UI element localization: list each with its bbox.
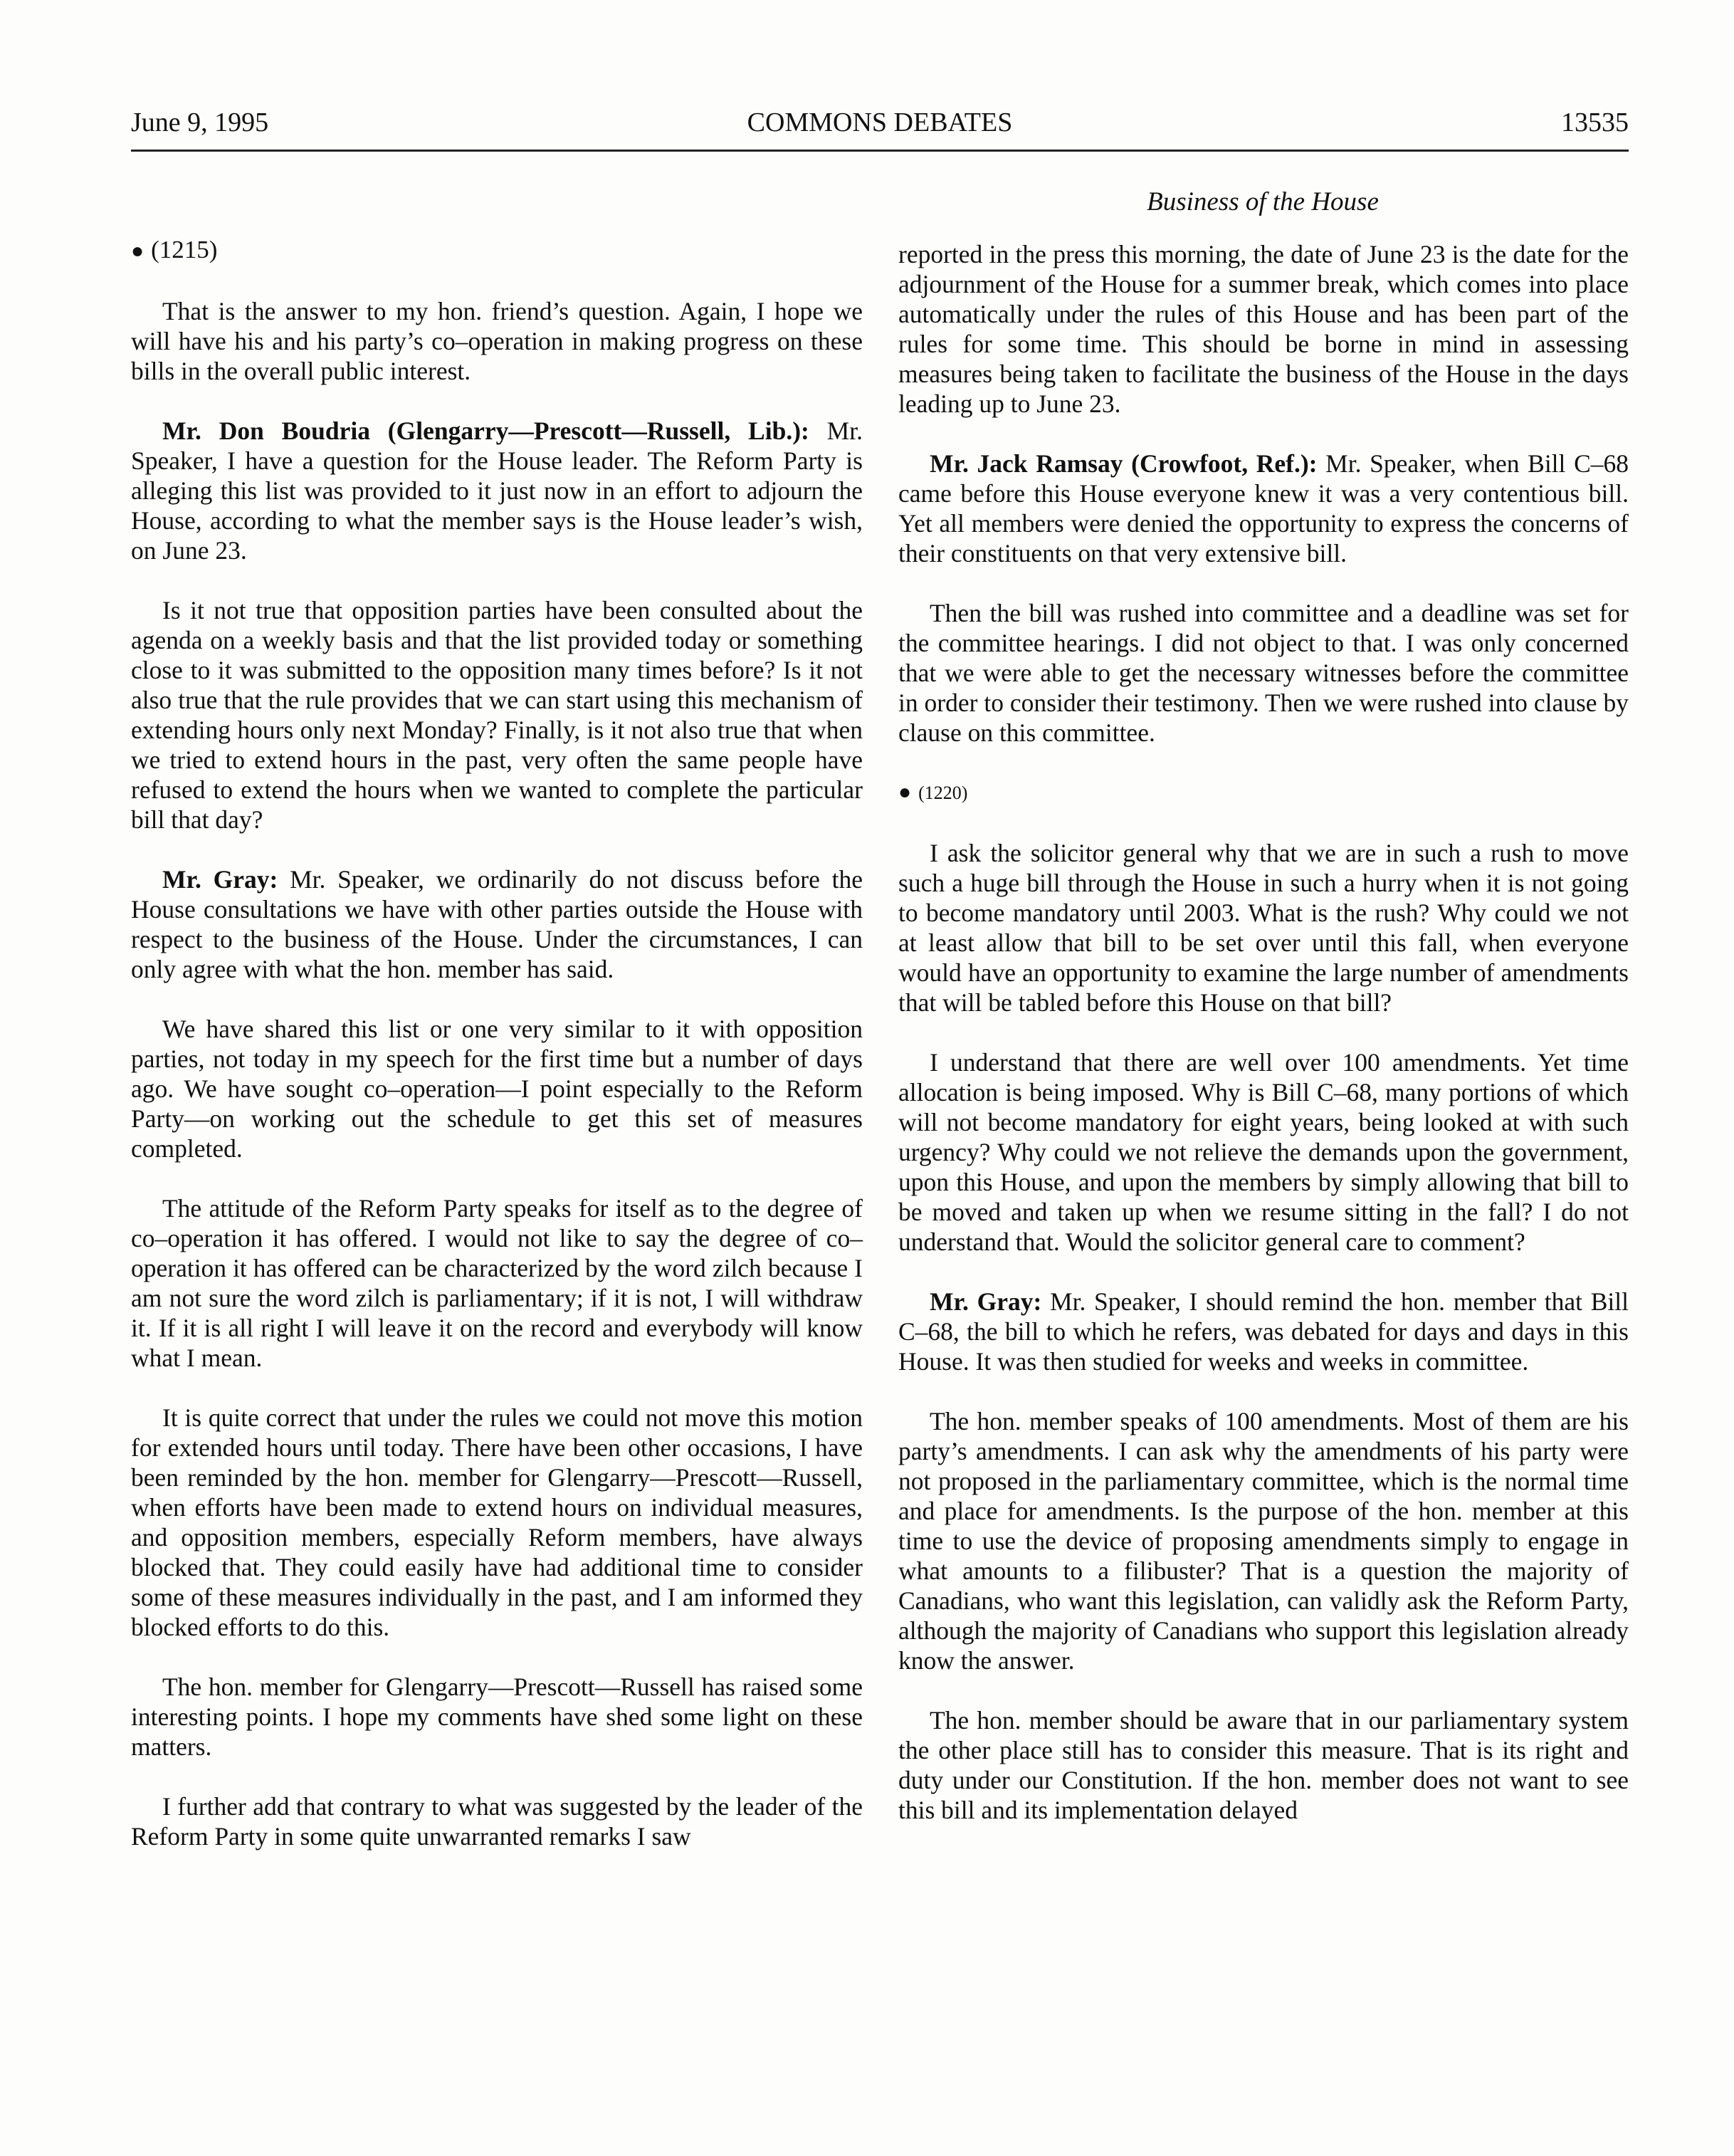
time-marker-1215 — [131, 235, 863, 266]
paragraph: The hon. member should be aware that in our parliamentary system the other place still has to consider this measure. That is its right and duty under our Constitution. If the hon. member does not want to see this bill and its implementation delayed — [898, 1706, 1629, 1824]
paragraph: It is quite correct that under the rules we could not move this motion for extended hours until today. There have been other occasions, I have been reminded by the hon. member for Glengarry—Prescott—Russell, when efforts have been made to extend hours on individual measures, and opposition members, especially Reform members, have always blocked that. They could easily have had additional time to consider some of these measures individually in the past, and I am informed they blocked efforts to do this. — [131, 1403, 863, 1641]
paragraph: Is it not true that opposition parties have been consulted about the agenda on a weekly basis and that the list provided today or something close to it was submitted to the opposition many times before? Is it not also true that the rule provides that we can start using this mechanism of extending hours only next Monday? Finally, is it not also true that when we tried to extend hours in the past, very often the same people have refused to extend the hours when we wanted to complete the particular bill that day? — [131, 596, 863, 834]
header-page-number: 13535 — [1561, 108, 1629, 137]
right-column — [898, 239, 1629, 1855]
paragraph: reported in the press this morning, the date of June 23 is the date for the adjournment of the House for a summer break, which comes into place automatically under the rules of this House and has been part of the rules for some time. This should be borne in mind in assessing measures being taken to facilitate the business of the House in the days leading up to June 23. — [898, 240, 1629, 418]
page-header — [131, 107, 1629, 150]
paragraph: That is the answer to my hon. friend’s question. Again, I hope we will have his and his party’s co–operation in making progress on these bills in the overall public interest. — [131, 297, 863, 385]
speaker-name: Mr. Gray: — [930, 1287, 1042, 1316]
paragraph-ramsay — [898, 449, 1629, 568]
speech-text: Mr. Speaker, we ordinarily do not discuss before the House consultations we have with other parties outside the House with respect to the business of the House. Under the circumstances, I can only agree with what the hon. member has said. — [131, 865, 863, 983]
time-marker-1220 — [898, 778, 1629, 808]
paragraph: The hon. member for Glengarry—Prescott—Russell has raised some interesting points. I hope my comments have shed some light on these matters. — [131, 1673, 863, 1761]
paragraph-boudria — [131, 416, 863, 565]
time-marker-text: (1220) — [918, 783, 968, 803]
bullet-icon: ● — [898, 780, 912, 804]
paragraph: I ask the solicitor general why that we are in such a rush to move such a huge bill through the House in such a hurry when it is not going to become mandatory until 2003. What is the rush? Why could we not at least allow that bill to be set over until this fall, when everyone would have an opportunity to examine the large number of amendments that will be tabled before this House on that bill? — [898, 839, 1629, 1017]
header-rule — [131, 150, 1629, 152]
paragraph: The attitude of the Reform Party speaks for itself as to the degree of co–operation it has offered. I would not like to say the degree of co–operation it has offered can be characterized by the word zilch because I am not sure the word zilch is parliamentary; if it is not, I will withdraw it. If it is all right I will leave it on the record and everybody will know what I mean. — [131, 1194, 863, 1372]
paragraph: I understand that there are well over 100 amendments. Yet time allocation is being imposed. Why is Bill C–68, many portions of which will not become mandatory for eight years, being looked at with such urgency? Why could we not relieve the demands upon the government, upon this House, and upon the members by simply allowing that bill to be moved and taken up when we resume sitting in the fall? I do not understand that. Would the solicitor general care to comment? — [898, 1048, 1629, 1256]
paragraph: Then the bill was rushed into committee and a deadline was set for the committee hearings. I did not object to that. I was only concerned that we were able to get the necessary witnesses before the committee in order to consider their testimony. Then we were rushed into clause by clause on this committee. — [898, 599, 1629, 747]
header-title: COMMONS DEBATES — [747, 108, 1013, 137]
section-title: Business of the House — [1147, 187, 1379, 216]
speaker-name: Mr. Don Boudria (Glengarry—Prescott—Russell, Lib.): — [162, 417, 809, 445]
left-column — [131, 235, 863, 1881]
speech-text: Mr. Speaker, when Bill C–68 came before this House everyone knew it was a very contentious bill. Yet all members were denied the opportunity to express the concerns of their constituents on that very extensive bill. — [898, 449, 1629, 567]
bullet-icon: ● — [131, 239, 144, 263]
paragraph: The hon. member speaks of 100 amendments. Most of them are his party’s amendments. I can ask why the amendments of his party were not proposed in the parliamentary committee, which is the normal time and place for amendments. Is the purpose of the hon. member at this time to use the device of proposing amendments simply to engage in what amounts to a filibuster? That is a question the majority of Canadians, who want this legislation, can validly ask the Reform Party, although the majority of Canadians who support this legislation already know the answer. — [898, 1407, 1629, 1675]
header-date: June 9, 1995 — [131, 108, 269, 137]
speech-text: Mr. Speaker, I should remind the hon. member that Bill C–68, the bill to which he refers, was debated for days and days in this House. It was then studied for weeks and weeks in committee. — [898, 1287, 1629, 1376]
paragraph-gray — [131, 864, 863, 984]
time-marker-text: (1215) — [151, 236, 218, 263]
paragraph-gray — [898, 1287, 1629, 1376]
paragraph: I further add that contrary to what was suggested by the leader of the Reform Party in some quite unwarranted remarks I saw — [131, 1792, 863, 1851]
speaker-name: Mr. Gray: — [162, 865, 278, 894]
speech-text: Mr. Speaker, I have a question for the House leader. The Reform Party is alleging this list was provided to it just now in an effort to adjourn the House, according to what the member says is the House leader’s wish, on June 23. — [131, 417, 863, 565]
speaker-name: Mr. Jack Ramsay (Crowfoot, Ref.): — [930, 449, 1318, 478]
paragraph: We have shared this list or one very similar to it with opposition parties, not today in my speech for the first time but a number of days ago. We have sought co–operation—I point especially to the Reform Party—on working out the schedule to get this set of measures completed. — [131, 1015, 863, 1163]
